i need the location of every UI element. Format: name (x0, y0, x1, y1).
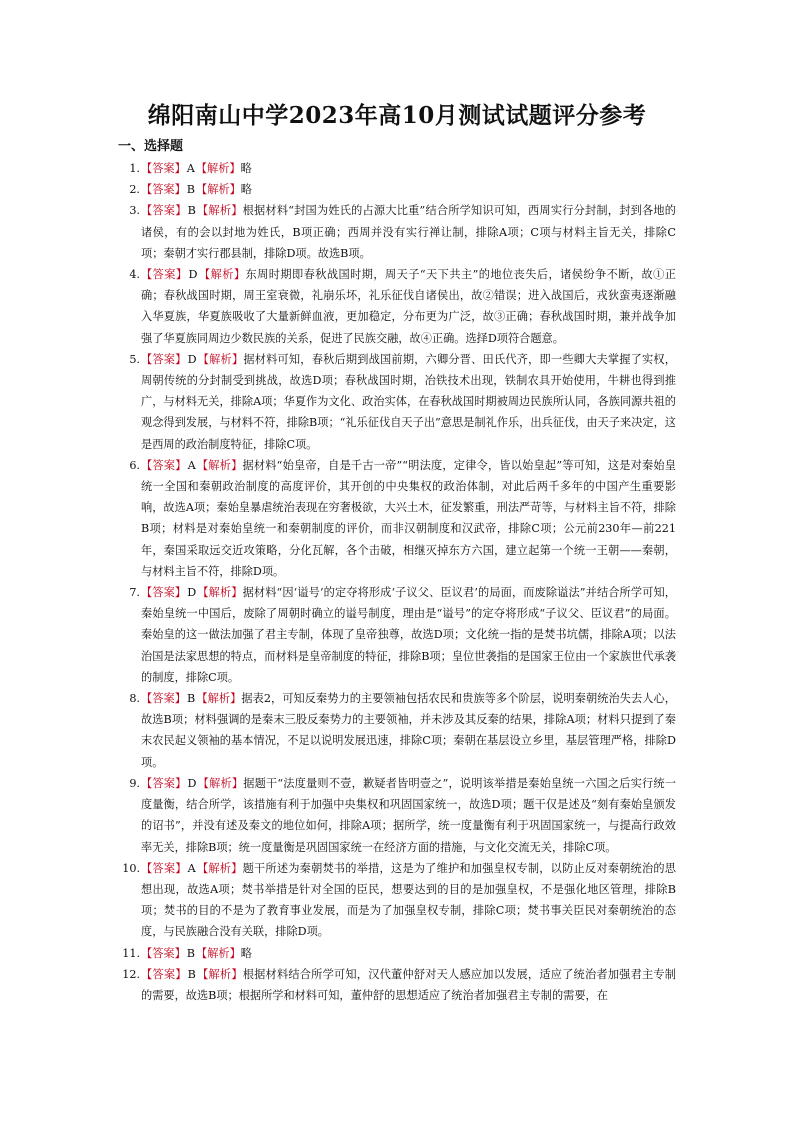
item-body (141, 200, 676, 264)
item-number: 2. (129, 183, 140, 197)
answer-letter: D (187, 352, 197, 366)
analysis-text: 东周时期即春秋战国时期，周天子“天下共主”的地位丧失后，诸侯纷争不断，故①正确；春秋战国时期，周王室衰微，礼崩乐坏，礼乐征伐自诸侯出，故②错误；进入战国后，戎狄蛮夷逐渐融入华夏族，华夏族吸收了大量新鲜血液，更加稳定，分布更为广泛，故③正确；春秋战国时期，兼并战争加强了华夏族同周边少数民族的关系，促进了民族交融，故④正确。选择D项符合题意。 (141, 268, 676, 345)
item-number: 5. (129, 352, 140, 366)
item-body (141, 688, 676, 773)
analysis-tag: 【解析】 (196, 946, 241, 960)
analysis-text: 据题干“法度量则不壹，歉疑者皆明壹之”，说明该举措是秦始皇统一六国之后实行统一度量衡，结合所学，该措施有利于加强中央集权和巩固国家统一，故选D项；题干仅是述及“刻有秦始皇颁发的诏书”，并没有述及秦文的地位如何，排除A项；据所学，统一度量衡有利于巩固国家统一，与提高行政效率无关，排除B项；统一度量衡是巩固国家统一在经济方面的措施，与文化交流无关，排除C项。 (141, 776, 676, 854)
answer-item (118, 158, 676, 179)
answer-item (118, 688, 676, 773)
answer-letter: A (187, 861, 196, 875)
answer-letter: A (186, 162, 195, 175)
answer-tag: 【答案】 (141, 183, 186, 197)
item-number: 10. (122, 861, 140, 875)
section-heading: 一、选择题 (118, 139, 184, 154)
item-number: 12. (122, 967, 140, 981)
analysis-tag: 【解析】 (197, 586, 243, 600)
analysis-tag: 【解析】 (196, 183, 241, 197)
answer-letter: D (187, 776, 197, 790)
answer-letter: B (186, 183, 195, 197)
item-number: 1. (129, 162, 140, 175)
analysis-tag: 【解析】 (196, 861, 243, 875)
answer-letter: A (187, 458, 196, 472)
answer-tag: 【答案】 (141, 268, 188, 282)
answer-tag: 【答案】 (141, 352, 187, 366)
item-number: 6. (129, 458, 140, 472)
item-body (141, 179, 676, 200)
analysis-tag: 【解析】 (197, 352, 244, 366)
item-body (141, 858, 676, 943)
answer-item (118, 964, 676, 1006)
answer-tag: 【答案】 (141, 458, 187, 472)
analysis-text: 根据材料结合所学可知，汉代董仲舒对天人感应加以发展，适应了统治者加强君主专制的需要，故选B项；根据所学和材料可知，董仲舒的思想适应了统治者加强君主专制的需要，在 (141, 967, 676, 1002)
item-number: 7. (129, 586, 140, 600)
analysis-tag: 【解析】 (196, 692, 242, 706)
analysis-text: 略 (240, 946, 252, 960)
answer-tag: 【答案】 (141, 586, 187, 600)
answer-tag: 【答案】 (141, 946, 186, 960)
answer-tag: 【答案】 (141, 204, 187, 218)
item-number: 9. (129, 776, 140, 790)
answer-item (118, 200, 676, 264)
answer-letter: B (187, 967, 196, 981)
analysis-tag: 【解析】 (196, 458, 243, 472)
item-number: 3. (129, 204, 140, 218)
analysis-text: 略 (240, 162, 252, 175)
analysis-text: 根据材料“封国为姓氏的占源大比重”结合所学知识可知，西周实行分封制，封到各地的诸侯，有的会以封地为姓氏，B项正确；西周并没有实行禅让制，排除A项；C项与材料主旨无关，排除C项；秦朝才实行郡县制，排除D项。故选B项。 (141, 204, 676, 260)
answer-tag: 【答案】 (141, 967, 187, 981)
answer-item (118, 349, 676, 455)
answer-letter: B (187, 692, 196, 706)
item-number: 4. (129, 268, 140, 282)
answer-tag: 【答案】 (141, 861, 187, 875)
analysis-text: 据表2，可知反秦势力的主要领袖包括农民和贵族等多个阶层，说明秦朝统治失去人心，故选B项；材料强调的是秦末三股反秦势力的主要领袖，并未涉及其反秦的结果，排除A项；材料只提到了秦末农民起义领袖的基本情况，不足以说明发展迅速，排除C项；秦朝在基层设立乡里，基层管理严格，排除D项。 (141, 692, 676, 769)
item-body (141, 943, 676, 964)
analysis-text: 据材料“因‘谥号’的定夺将形成‘子议父、臣议君’的局面，而废除谥法”并结合所学可知，秦始皇统一中国后，废除了周朝时确立的谥号制度，理由是“谥号”的定夺将形成“子议父、臣议君”的局面。秦始皇的这一做法加强了君主专制，体现了皇帝独尊，故选D项；文化统一指的是焚书坑儒，排除A项；以法治国是法家思想的特点，而材料是皇帝制度的特征，排除B项；皇位世袭指的是国家王位由一个家族世代承袭的制度，排除C项。 (141, 586, 676, 684)
analysis-tag: 【解析】 (198, 268, 246, 282)
item-body (141, 264, 676, 349)
analysis-tag: 【解析】 (196, 204, 243, 218)
item-number: 8. (129, 692, 140, 706)
analysis-text: 据材料“始皇帝，自是千古一帝”“明法度，定律令，皆以始皇起”等可知，这是对秦始皇统一全国和秦朝政治制度的高度评价，其开创的中央集权的政治体制，对此后两千多年的中国产生重要影响，故选A项；秦始皇暴虐统治表现在穷奢极欲，大兴土木，征发繁重，刑法严苛等，与材料主旨不符，排除B项；材料是对秦始皇统一和秦朝制度的评价，而非汉朝制度和汉武帝，排除C项；公元前230年—前221年，秦国采取远交近攻策略，分化瓦解，各个击破，相继灭掉东方六国，建立起第一个统一王朝——秦朝，与材料主旨不符，排除D项。 (141, 458, 676, 578)
answer-list (118, 158, 676, 1006)
answer-letter: D (187, 586, 197, 600)
item-body (141, 582, 676, 688)
analysis-tag: 【解析】 (196, 967, 243, 981)
answer-letter: B (187, 204, 196, 218)
item-body (141, 964, 676, 1006)
analysis-tag: 【解析】 (195, 162, 241, 175)
answer-item (118, 858, 676, 943)
answer-item (118, 455, 676, 582)
item-body (141, 158, 676, 179)
answer-tag: 【答案】 (141, 776, 187, 790)
analysis-text: 据材料可知，春秋后期到战国前期，六卿分晋、田氏代齐，即一些卿大夫掌握了实权，周朝传统的分封制受到挑战，故选D项；春秋战国时期，冶铁技术出现，铁制农具开始使用，牛耕也得到推广，与材料无关，排除A项；华夏作为文化、政治实体，在春秋战国时期被周边民族所认同，各族同源共祖的观念得到发展，与材料不符，排除B项；“礼乐征伐自天子出”意思是制礼作乐，出兵征伐，由天子来决定，这是西周的政治制度特征，排除C项。 (141, 352, 676, 451)
analysis-tag: 【解析】 (197, 776, 244, 790)
page-title: 绵阳南山中学2023年高10月测试试题评分参考 (147, 102, 647, 129)
answer-item (118, 582, 676, 688)
answer-item (118, 943, 676, 964)
item-body (141, 455, 676, 582)
answer-item (118, 264, 676, 349)
answer-letter: B (186, 946, 195, 960)
analysis-text: 题干所述为秦朝焚书的举措，这是为了维护和加强皇权专制，以防止反对秦朝统治的思想出现，故选A项；焚书举措是针对全国的臣民，想要达到的目的是加强皇权，不是强化地区管理，排除B项；焚书的目的不是为了教育事业发展，而是为了加强皇权专制，排除C项；焚书事关臣民对秦朝统治的态度，与民族融合没有关联，排除D项。 (141, 861, 676, 939)
item-number: 11. (122, 946, 140, 960)
item-body (141, 773, 676, 858)
answer-item (118, 179, 676, 200)
answer-item (118, 773, 676, 858)
item-body (141, 349, 676, 455)
answer-tag: 【答案】 (141, 162, 186, 175)
answer-tag: 【答案】 (141, 692, 187, 706)
analysis-text: 略 (240, 183, 252, 197)
answer-letter: D (188, 268, 198, 282)
